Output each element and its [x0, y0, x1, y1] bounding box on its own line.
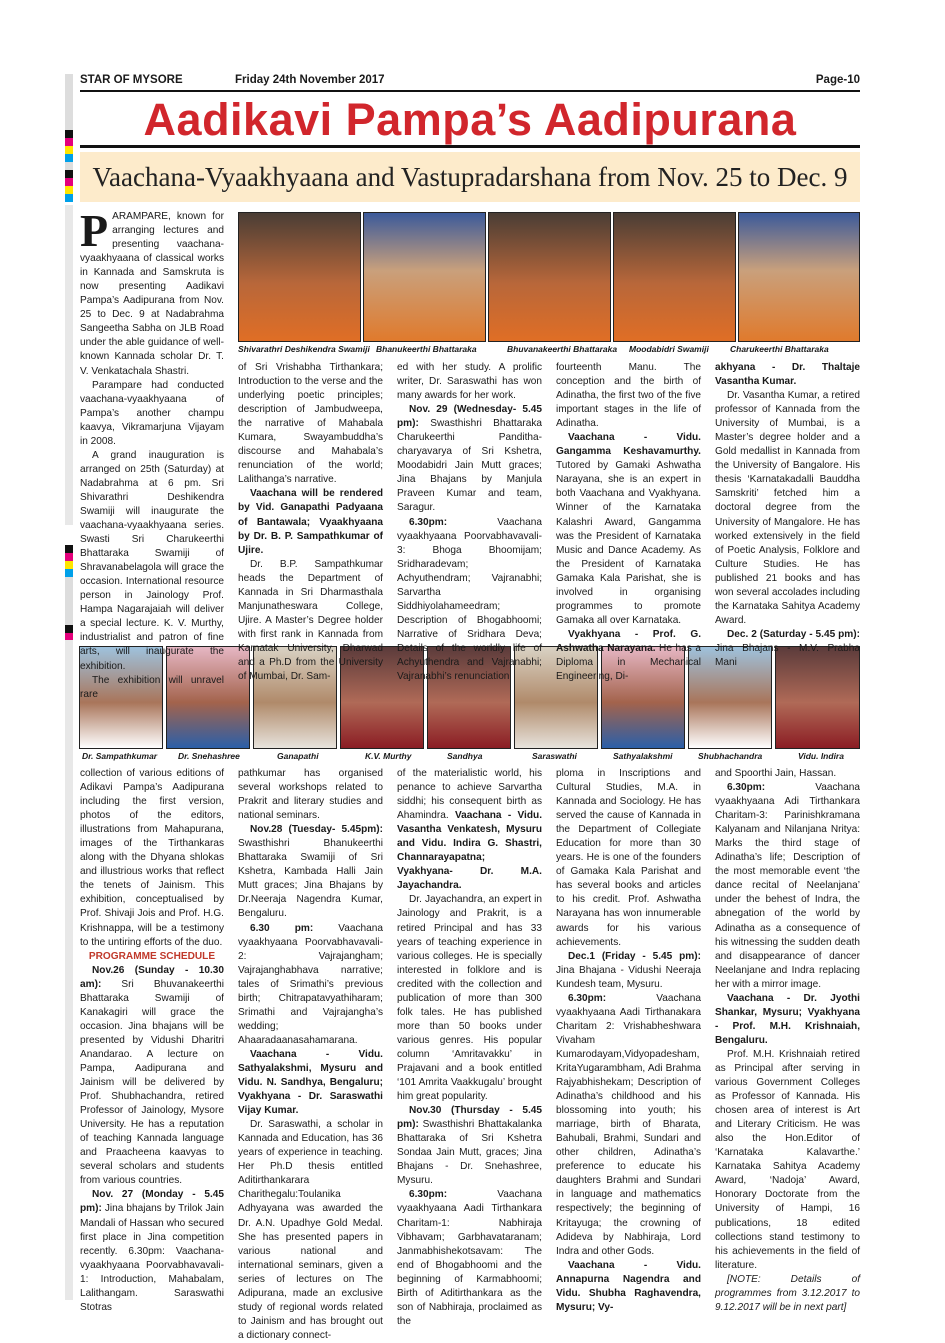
- editor-note: [NOTE: Details of programmes from 3.12.2017 to 9.12.2017 will be in next part]: [715, 1273, 860, 1313]
- schedule-date: Dec.1 (Friday - 5.45 pm):: [568, 950, 701, 962]
- article-column-8: [397, 767, 542, 1327]
- schedule-date: Nov.30 (Thursday - 5.45 pm):: [397, 1105, 542, 1131]
- drop-cap: P: [80, 205, 109, 256]
- schedule-time: 6.30pm:: [727, 782, 766, 794]
- article-column-10: [715, 767, 860, 1313]
- paragraph: Vaachana vyaakhyaana Poorvabhavavali-3: Bhoga Bhoomijam; Sridharadevam; Achyuthendram; Vajranabhi; Sarvartha Siddhiyolahameedram; Description of Bhogabhoomi; Narrative of Sridhara Deva; Details of the worldly life of Achyuthendra and Vajranabhi; Vajranabhi’s renunciation: [397, 516, 542, 683]
- paragraph: Parampare had conducted vaachana-vyaakhyaana of Pampa’s another champu kaavya, Vikramarjuna Vijayam in 2008.: [80, 379, 224, 447]
- paragraph: ed with her study. A prolific writer, Dr. Saraswathi has won many awards for her work.: [397, 362, 542, 402]
- schedule-artists: akhyana - Dr. Thaltaje Vasantha Kumar.: [715, 362, 860, 388]
- paragraph: Vaachana vyaakhyaana Aadi Tirthanakara Charitam 2: Vrishabheshwara Vivaham Kumarodayam,Vidyopadesham, KritaYugarambham, Adi Brahma Rajyabhishekam; Description of Adinatha’s childhood and his blossoming into youth; his marriage, birth of Bharata, Bahubali, Brahmi, Sundari and other children, Adinatha’s preference to educate his daughters Brahmi and Sundari in language and mathematics respectively; the beginning of Kritayuga; the crowning of Adideva by Nabhiraja, Lord Indra and other Gods.: [556, 992, 701, 1257]
- article-column-9: [556, 767, 701, 1313]
- schedule-artists: Vaachana - Vidu. Annapurna Nagendra and Vidu. Shubha Raghavendra, Mysuru; Vy-: [556, 1259, 701, 1313]
- paragraph: Vaachana vyaakhyaana Adi Tirthankara Charitam-3: Parinishkramana Kalyanam and Nilanjana Nritya: Marks the third stage of Adinatha’s life; Description of the most memorable event ‘the dance recital of Neelanjana’ under the behest of Indra, the abnegation of the world by Adinatha as a consequence of his witnessing the sudden death and disappearance of dancer Neelanjane and Indra replacing her with a mirror image.: [715, 782, 860, 990]
- caption-bhuvanakeerthi: Bhuvanakeerthi Bhattaraka: [507, 344, 618, 354]
- caption-ganapathi: Ganapathi: [277, 751, 319, 761]
- programme-schedule-heading: PROGRAMME SCHEDULE: [88, 950, 216, 962]
- paragraph: Prof. M.H. Krishnaiah retired as Principal after serving in various Government Colleges as Professor of Kannada. His chosen area of interest is Art and Literary Criticism. He was also the Hon.Editor of ‘Karnataka Kalavarthe.’ Karnataka Sahitya Academy Award, ‘Nadoja’ Award, Honorary Doctorate from the University of Hampi, 16 publications, 18 edited collections stand testimony to his achievements in the field of literature.: [715, 1048, 860, 1271]
- paragraph: of Sri Vrishabha Tirthankara; Introduction to the verse and the underlying poetic principles; description of Jambudweepa, the narrative of Mahabala Kumara, Swayambuddha’s discourse and Mahabala’s renunciation of the world; Lalithanga’s narrative.: [238, 362, 383, 486]
- paragraph-bold: Vaachana will be rendered by Vid. Ganapathi Padyaana of Bantawala; Vyaakhyaana by Dr. B. P. Sampathkumar of Ujire.: [238, 488, 383, 556]
- schedule-date: Nov. 29 (Wednesday- 5.45 pm):: [397, 404, 542, 430]
- paragraph: pathkumar has organised several workshops related to Prakrit and literary studies and national seminars.: [238, 768, 383, 822]
- paragraph: Vaachana vyaakhyaana Aadi Tirthankara Charitam-1: Nabhiraja Vibhavam; Garbhavataranam; Janmabhishekotsavam: The end of Bhogabhoomi and the beginning of Karmabhoomi; Birth of Aditirthankara as the son of Nabhiraja, proclaimed as the: [397, 1189, 542, 1327]
- paragraph: Dr. B.P. Sampathkumar heads the Department of Kannada in Sri Dharmasthala Manjunatheswara College, Ujire. A Master’s Degree holder with first rank in Kannada from Karnatak University, Dharwad and a Ph.D from the University of Mumbai, Dr. Sam-: [238, 558, 383, 683]
- paragraph: Dr. Vasantha Kumar, a retired professor of Kannada from the University of Mumbai, is a Master’s degree holder and a Gold medallist in Kannada from the University of Bangalore. His thesis ‘Karnatakadalli Bauddha Samskriti’ fetched him a doctoral degree from the University of Mangalore. He has worked extensively in the field of Poetic Analysis, Folklore and Culture Studies. He has published 21 books and has won several accolades including the Karnataka Sahitya Academy Award.: [715, 390, 860, 626]
- subtitle: Vaachana-Vyaakhyaana and Vastupradarshana from Nov. 25 to Dec. 9: [92, 162, 848, 192]
- caption-sampathkumar: Dr. Sampathkumar: [82, 751, 158, 761]
- article-column-6: [80, 767, 224, 1313]
- paragraph: Sri Bhuvanakeerthi Bhattaraka Swamiji of Kanakagiri will grace the occasion. Jina bhajans will be presented by Vidushi Dharitri Anandarao. A lecture on Pampa, Aadipurana and Jainism will be delivered by Prof. Shubhachandra, retired Professor of Jainology, Mysore University. He has a reputation of teaching Kannada language and Praacheena kaavyas to several scholars and students from various countries.: [80, 978, 224, 1187]
- article-column-3: [397, 361, 542, 683]
- caption-charukeerthi: Charukeerthi Bhattaraka: [730, 344, 829, 354]
- schedule-artists: Vaachana - Vidu. Gangamma Keshavamurthy.: [556, 432, 701, 458]
- paragraph: Swasthishri Bhattakalanka Bhattaraka of Sri Kshetra Sondaa Jain Mutt, graces; Jina Bhajans - Dr. Snehashree, Mysuru.: [397, 1119, 542, 1187]
- page-number: Page-10: [815, 74, 860, 86]
- schedule-artists: Vaachana - Vidu. Vasantha Venkatesh, Mysuru and Vidu. Indira G. Shastri, Channarayapatna; Vyakhyana- Dr. M.A. Jayachandra.: [397, 810, 542, 892]
- margin-strip: [65, 205, 73, 525]
- publication-name: STAR OF MYSORE: [80, 74, 183, 86]
- paragraph: Dr. Saraswathi, a scholar in Kannada and Education, has 36 years of experience in teaching. Her Ph.D thesis entitled Aditirthankarara Charithegalu:Toulanika Adhyayana was awarded the Dr. A.N. Upadhye Gold Medal. She has presented papers in various national and international seminars, given a series of lectures on The Adipurana, made an exclusive study of regional words related to Jainism and has brought out a dictionary connect-: [238, 1119, 383, 1341]
- paragraph: He has a Diploma in Mechanical Engineering, Di-: [556, 642, 701, 683]
- photo-moodabidri: [613, 212, 736, 342]
- issue-date: Friday 24th November 2017: [235, 74, 385, 86]
- headline-rule: [80, 145, 860, 148]
- article-column-7: [238, 767, 383, 1341]
- article-column-4: [556, 361, 701, 683]
- paragraph: fourteenth Manu. The conception and the birth of Adinatha, the first two of the five important stages in the life of Adinatha.: [556, 362, 701, 430]
- caption-indira: Vidu. Indira: [798, 751, 844, 761]
- paragraph: of the materialistic world, his penance to achieve Sarvartha siddhi; his consequent birth as Ahamindra.: [397, 768, 542, 822]
- article-column-1: [80, 205, 224, 700]
- paragraph: ARAMPARE, known for arranging lectures and presenting vaachana-vyaakhyaana of classical works in Kannada and Samskruta is now presenting Aadikavi Pampa’s Aadipurana from Nov. 25 to Dec. 9 at Nadabrahma Sangeetha Sabha on JLB Road under the able guidance of well-known Kannada scholar Dr. T. V. Venkatachala Shastri.: [80, 211, 224, 377]
- paragraph: Dr. Jayachandra, an expert in Jainology and Prakrit, is a retired Principal and has 33 years of teaching experience in various colleges. He is specially interested in folklore and is credited with the collection and publication of more than 300 folk tales. He has published more than 50 books under various genres. His popular column ‘Amritavakku’ in Prajavani and a book entitled ‘101 Amrita Vaakkugalu’ brought him great popularity.: [397, 894, 542, 1103]
- paragraph: The exhibition will unravel rare: [80, 674, 224, 700]
- caption-sathyalakshmi: Sathyalakshmi: [613, 751, 673, 761]
- caption-sandhya: Sandhya: [447, 751, 483, 761]
- photo-shivarathri: [238, 212, 361, 342]
- schedule-time: 6.30pm:: [409, 1189, 448, 1201]
- schedule-date: Nov.26 (Sunday - 10.30 am):: [80, 964, 224, 990]
- article-column-2: [238, 361, 383, 683]
- photo-bhuvanakeerthi: [488, 212, 611, 342]
- paragraph: Vaachana vyaakhyaana Poorvabhavavali-2: Vajrajangham; Vajrajanghabhava narrative; tales of Srimathi’s previous birth; Chitrapatavyathiharam; Srimathi and Vajrajangha’s wedding; Ahaaradaanasahamarana.: [238, 922, 383, 1046]
- caption-saraswathi: Saraswathi: [532, 751, 577, 761]
- photo-charukeerthi: [738, 212, 860, 342]
- schedule-date: Nov.28 (Tuesday- 5.45pm):: [250, 824, 383, 836]
- schedule-time: 6.30 pm:: [250, 922, 314, 934]
- caption-kv-murthy: K.V. Murthy: [365, 751, 412, 761]
- schedule-date: Dec. 2 (Saturday - 5.45 pm):: [727, 628, 860, 640]
- schedule-time: 6.30pm:: [409, 516, 448, 528]
- caption-snehashree: Dr. Snehashree: [178, 751, 240, 761]
- paragraph: A grand inauguration is arranged on 25th (Saturday) at Nadabrahma at 6 pm. Sri Shivarathri Deshikendra Swamiji will inaugurate the vaachana-vyaakhyaana series. Swasti Sri Charukeerthi Bhattaraka Swamiji of Shravanabelagola will grace the occasion. International resource person in Jainology Prof. Hampa Nagarajaiah will deliver a special lecture. K. V. Murthy, industrialist and patron of fine arts, will inaugurate the exhibition.: [80, 449, 224, 672]
- margin-strip-lower: [65, 640, 73, 1300]
- paragraph: and Spoorthi Jain, Hassan.: [715, 768, 837, 779]
- header-rule: [80, 90, 860, 92]
- photo-bhanukeerthi: [363, 212, 486, 342]
- page-header: [80, 74, 860, 90]
- caption-bhanukeerthi: Bhanukeerthi Bhattaraka: [376, 344, 477, 354]
- schedule-artists: Vyakhyana - Prof. G. Ashwatha Narayana.: [556, 628, 701, 654]
- registration-bar-top: [65, 74, 73, 202]
- paragraph: Jina Bhajans - M.V. Prabha Mani: [715, 642, 860, 668]
- caption-moodabidri: Moodabidri Swamiji: [629, 344, 709, 354]
- caption-shivarathri: Shivarathri Deshikendra Swamiji: [238, 344, 370, 354]
- paragraph: Swasthishri Bhanukeerthi Bhattaraka Swamiji of Sri Kshetra, Kambada Halli Jain Mutt graces; Jina Bhajans by Dr.Neeraja Nagendra Kumar, Bengaluru.: [238, 838, 383, 920]
- paragraph: Jina bhajans by Trilok Jain Mandali of Hassan who secured first place in Jina competition recently. 6.30pm: Vaachana-vyaakhyaana Poorvabhavavali-1: Introduction, Mahabalam, Lalithangam. Saraswathi Stotras: [80, 1203, 224, 1313]
- schedule-time: 6.30pm:: [568, 992, 607, 1004]
- paragraph: ploma in Inscriptions and Cultural Studies, M.A. in Kannada and Sociology. He has served the cause of Kannada in the Department of Collegiate Education for more than 30 years. He is one of the founders of Gamaka Kala Parishat and has several books and articles to his credit. Prof. Ashwatha Narayana has won innumerable awards for his various achievements.: [556, 768, 701, 948]
- paragraph: collection of various editions of Adikavi Pampa’s Aadipurana including the first version, photos of the editors, illustrations from Mahapurana, images of the Tirthankaras along with the Dhyana shlokas and illustrious works that reflect the tenets of Jainism. This exhibition, conceptualised by Prof. Shivaji Jois and Prof. H.G. Krishnappa, will be a testimony to the untiring efforts of the duo.: [80, 768, 224, 948]
- schedule-date: Nov. 27 (Monday - 5.45 pm):: [80, 1189, 224, 1215]
- schedule-artists: Vaachana - Vidu. Sathyalakshmi, Mysuru and Vidu. N. Sandhya, Bengaluru; Vyakhyana - Dr. Saraswathi Vijay Kumar.: [238, 1048, 383, 1117]
- paragraph: Swasthishri Bhattaraka Charukeerthi Pandithacharyavarya of Sri Kshetra, Moodabidri Jain Mutt graces; Jina Bhajans by Manjula Praveen Kumar and team, Saragur.: [397, 418, 542, 514]
- paragraph: Tutored by Gamaki Ashwatha Narayana, she is an expert in both Vaachana and Vyakhyana. Winner of the Karnataka Kalashri Award, Gangamma was the President of Karnataka Music and Dance Academy. As the President of Karnataka Gamaka Kala Parishat, she is involved in organising programmes to promote Gamaka all over Karnataka.: [556, 460, 701, 626]
- article-column-5: [715, 361, 860, 668]
- schedule-artists: Vaachana - Dr. Jyothi Shankar, Mysuru; Vyakhyana - Prof. M.H. Krishnaiah, Bengaluru.: [715, 992, 860, 1046]
- headline: Aadikavi Pampa’s Aadipurana: [143, 94, 797, 145]
- paragraph: Jina Bhajana - Vidushi Neeraja Kundesh team, Mysuru.: [556, 964, 701, 990]
- caption-shubhachandra: Shubhachandra: [698, 751, 763, 761]
